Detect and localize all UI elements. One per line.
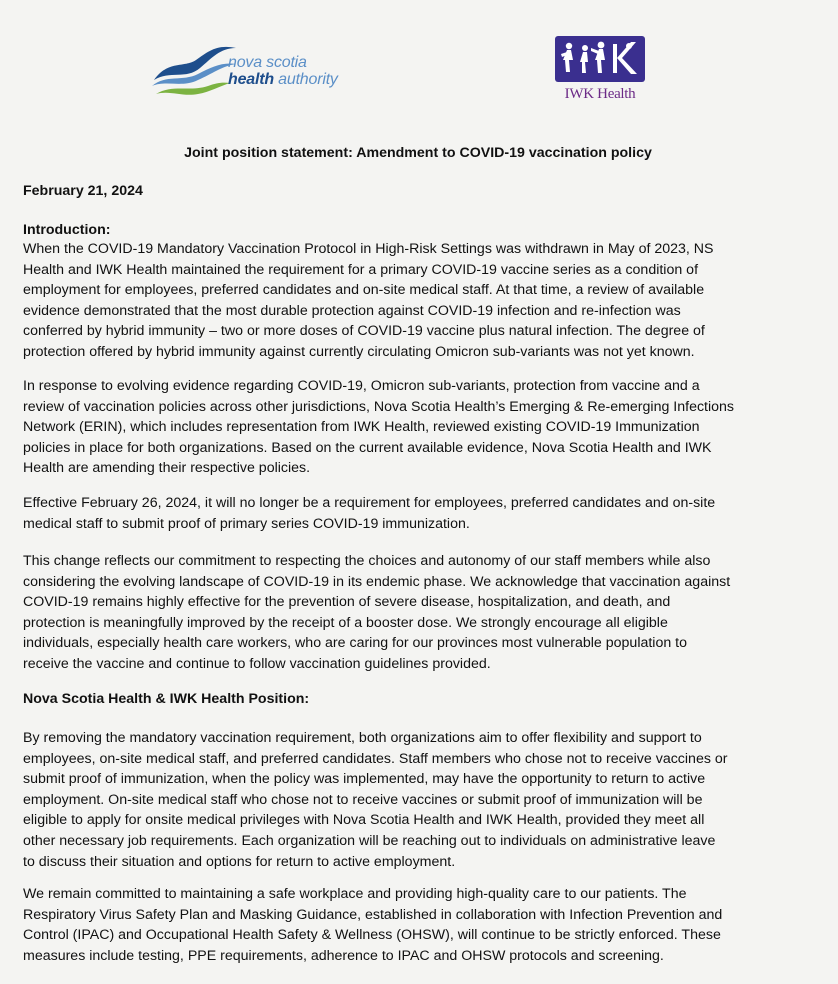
- paragraph-line: protection offered by hybrid immunity against currently circulating Omicron sub-variants was not yet known.: [23, 343, 695, 360]
- paragraph-intro-3: [23, 493, 823, 534]
- paragraph-position-1: [23, 728, 823, 872]
- paragraph-line: conferred by hybrid immunity – two or more doses of COVID-19 vaccine plus natural infection. The degree of: [23, 323, 705, 340]
- paragraph-line: COVID-19 remains highly effective for the prevention of severe disease, hospitalization, and death, and: [23, 594, 671, 611]
- paragraph-line: In response to evolving evidence regarding COVID-19, Omicron sub-variants, protection from vaccine and a: [23, 378, 700, 394]
- paragraph-line: Respiratory Virus Safety Plan and Masking Guidance, established in collaboration with Infection Prevention and: [23, 906, 723, 923]
- nsh-wave-icon: [150, 40, 240, 102]
- statement-date: February 21, 2024: [23, 183, 143, 199]
- nsh-wordmark: [228, 54, 338, 88]
- paragraph-line: employment. On-site medical staff who chose not to receive vaccines or submit proof of immunization will be: [23, 791, 703, 808]
- paragraph-line: When the COVID-19 Mandatory Vaccination Protocol in High-Risk Settings was withdrawn in May of 2023, NS: [23, 241, 714, 257]
- position-heading: Nova Scotia Health & IWK Health Position:: [23, 691, 310, 707]
- paragraph-line: employees, on-site medical staff, and preferred candidates. Staff members who chose not to receive vaccines or: [23, 750, 728, 767]
- paragraph-line: Health and IWK Health maintained the requirement for a primary COVID-19 vaccine series as a condition of: [23, 261, 699, 278]
- paragraph-line: protection is meaningfully improved by the receipt of a booster dose. We strongly encourage all eligible: [23, 614, 668, 631]
- iwk-figures-icon: [555, 36, 645, 82]
- introduction-heading: Introduction:: [23, 222, 111, 238]
- paragraph-line: By removing the mandatory vaccination requirement, both organizations aim to offer flexibility and support to: [23, 730, 702, 746]
- paragraph-line: Network (ERIN), which includes representation from IWK Health, reviewed existing COVID-19 Immunization: [23, 419, 700, 436]
- paragraph-line: Effective February 26, 2024, it will no longer be a requirement for employees, preferred candidates and on-site: [23, 495, 716, 511]
- paragraph-line: We remain committed to maintaining a safe workplace and providing high-quality care to our patients. The: [23, 886, 687, 902]
- paragraph-line: to discuss their situation and options for return to active employment.: [23, 853, 456, 870]
- paragraph-line: submit proof of immunization, when the policy was implemented, may have the opportunity to return to active: [23, 771, 706, 788]
- paragraph-position-2: [23, 884, 823, 966]
- nsh-wordmark-health: health: [228, 71, 274, 88]
- paragraph-line: Control (IPAC) and Occupational Health Safety & Wellness (OHSW), will continue to be strictly enforced. These: [23, 927, 721, 944]
- iwk-health-logo: [553, 36, 647, 106]
- paragraph-line: individuals, especially health care workers, who are caring for our provinces most vulnerable population to: [23, 635, 688, 652]
- nsh-wordmark-line1: nova scotia: [228, 54, 307, 71]
- paragraph-intro-2: [23, 376, 823, 479]
- page-title: Joint position statement: Amendment to COVID-19 vaccination policy: [184, 145, 652, 161]
- paragraph-intro-1: [23, 239, 823, 363]
- nsh-wordmark-line2: [228, 71, 338, 88]
- paragraph-line: Health are amending their respective policies.: [23, 460, 311, 477]
- paragraph-line: evidence demonstrated that the most durable protection against COVID-19 infection and re-infection was: [23, 302, 681, 319]
- paragraph-line: review of vaccination policies across other jurisdictions, Nova Scotia Health’s Emerging & Re-emerging Infections: [23, 398, 735, 415]
- iwk-caption: IWK Health: [564, 86, 636, 102]
- nsh-wordmark-authority: authority: [273, 71, 338, 88]
- paragraph-line: other necessary job requirements. Each organization will be reaching out to individuals on administrative leave: [23, 832, 716, 849]
- paragraph-line: receive the vaccine and continue to follow vaccination guidelines provided.: [23, 655, 491, 672]
- paragraph-line: medical staff to submit proof of primary series COVID-19 immunization.: [23, 515, 470, 532]
- paragraph-intro-4: [23, 551, 823, 675]
- nova-scotia-health-logo: [150, 40, 360, 102]
- paragraph-line: This change reflects our commitment to respecting the choices and autonomy of our staff members while also: [23, 553, 711, 569]
- paragraph-line: employment for employees, preferred candidates and on-site medical staff. At that time, a review of available: [23, 282, 705, 299]
- paragraph-line: policies in place for both organizations. Based on the current available evidence, Nova Scotia Health and IWK: [23, 439, 712, 456]
- paragraph-line: measures include testing, PPE requirements, adherence to IPAC and OHSW protocols and screening.: [23, 947, 664, 964]
- paragraph-line: eligible to apply for onsite medical privileges with Nova Scotia Health and IWK Health, provided they meet all: [23, 812, 705, 829]
- paragraph-line: considering the evolving landscape of COVID-19 in its endemic phase. We acknowledge that vaccination against: [23, 573, 731, 590]
